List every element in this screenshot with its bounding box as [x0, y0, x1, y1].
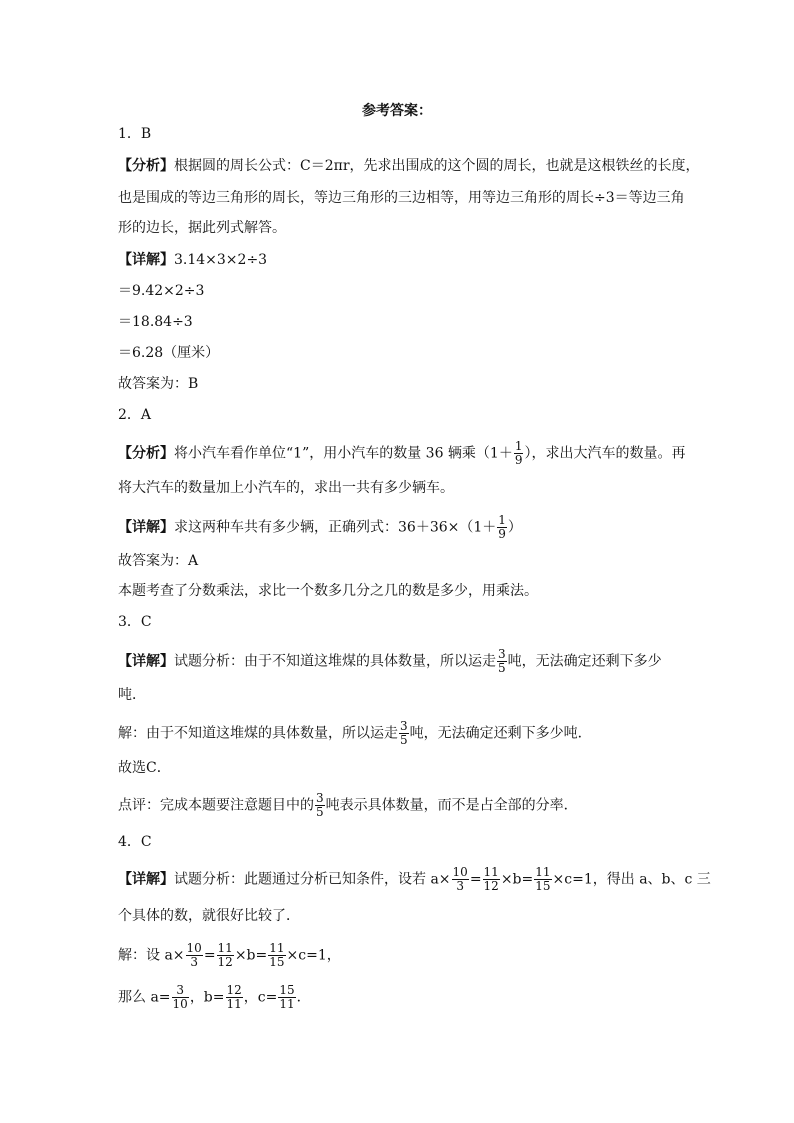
- fraction: $\frac{11}{15}$: [269, 941, 285, 969]
- q1-answer: 故答案为：B: [118, 376, 199, 392]
- fraction: $\frac{11}{12}$: [483, 865, 499, 893]
- fraction: $\frac{15}{11}$: [279, 983, 295, 1011]
- q1-step-3: ＝6.28（厘米）: [118, 345, 220, 361]
- fraction: $\frac{1}{9}$: [498, 513, 506, 541]
- q2-answer: 故答案为：A: [118, 553, 199, 569]
- analysis-text: 根据圆的周长公式：C＝2πr，先求出围成的这个圆的周长，也就是这根铁丝的长度，: [174, 158, 700, 174]
- detail-text: 试题分析：由于不知道这堆煤的具体数量，所以运走: [174, 653, 496, 670]
- q4-detail-line-1: 【详解】试题分析：此题通过分析已知条件，设若 a× $\frac{10}{3}$ = $\frac{11}{12}$ ×b= $\frac{11}{15}$ ×c=1，得出 a、b、c 三: [118, 865, 711, 893]
- analysis-text: ），求出大汽车的数量。再: [524, 445, 686, 462]
- analysis-tag: 【分析】: [118, 445, 174, 462]
- q4-solution: 解：设 a× $\frac{10}{3}$ = $\frac{11}{12}$ ×b= $\frac{11}{15}$ ×c=1，: [118, 941, 341, 969]
- q2-analysis-line-2: 将大汽车的数量加上小汽车的，求出一共有多少辆车。: [118, 480, 454, 496]
- q3-detail-line-2: 吨．: [118, 687, 146, 703]
- analysis-text: 将小汽车看作单位“1”，用小汽车的数量 36 辆乘（1＋: [174, 445, 513, 462]
- q3-detail-line-1: [118, 648, 662, 675]
- detail-text: 求这两种车共有多少辆，正确列式：36＋36×（1＋: [174, 519, 497, 536]
- detail-text: ）: [507, 519, 522, 536]
- fraction: $\frac{1}{9}$: [514, 439, 523, 467]
- fraction: $\frac{3}{5}$: [316, 791, 324, 819]
- analysis-tag: 【分析】: [118, 158, 174, 174]
- fraction: $\frac{10}{3}$: [452, 865, 468, 893]
- detail-text: 吨，无法确定还剩下多少: [507, 653, 662, 670]
- q3-comment: 点评：完成本题要注意题目中的 $\frac{3}{5}$ 吨表示具体数量，而不是占全部的分率．: [118, 791, 578, 819]
- detail-tag: 【详解】: [118, 871, 174, 888]
- q1-analysis-line-2: 也是围成的等边三角形的周长，等边三角形的三边相等，用等边三角形的周长÷3＝等边三角: [118, 190, 685, 206]
- q2-detail-line: [118, 514, 522, 541]
- fraction: $\frac{3}{5}$: [498, 647, 506, 675]
- q1-detail-line: [118, 250, 267, 270]
- q3-choice: 故选C．: [118, 760, 171, 776]
- fraction: $\frac{10}{3}$: [186, 941, 202, 969]
- detail-tag: 【详解】: [118, 653, 174, 670]
- q2-note: 本题考查了分数乘法，求比一个数多几分之几的数是多少，用乘法。: [118, 583, 538, 599]
- detail-tag: 【详解】: [118, 252, 174, 268]
- fraction: $\frac{11}{15}$: [535, 865, 551, 893]
- detail-text: 3.14×3×2÷3: [174, 252, 268, 268]
- fraction: $\frac{3}{10}$: [172, 983, 188, 1011]
- q3-solution: 解：由于不知道这堆煤的具体数量，所以运走 $\frac{3}{5}$ 吨，无法确定还剩下多少吨．: [118, 719, 592, 747]
- q2-analysis-line-1: [118, 440, 685, 467]
- fraction: $\frac{3}{5}$: [400, 719, 408, 747]
- q1-analysis-line-1: [118, 156, 700, 176]
- q3-number: 3．C: [118, 614, 152, 630]
- detail-tag: 【详解】: [118, 519, 174, 536]
- fraction: $\frac{11}{12}$: [217, 941, 233, 969]
- fraction: $\frac{12}{11}$: [226, 983, 242, 1011]
- page-title: 参考答案：: [362, 103, 432, 119]
- q1-analysis-line-3: 形的边长，据此列式解答。: [118, 220, 286, 236]
- q1-step-1: ＝9.42×2÷3: [118, 283, 205, 299]
- q1-number: 1．B: [118, 126, 152, 142]
- q4-number: 4．C: [118, 834, 152, 850]
- q1-step-2: ＝18.84÷3: [118, 314, 193, 330]
- q4-result: 那么 a= $\frac{3}{10}$ ，b= $\frac{12}{11}$ ，c= $\frac{15}{11}$ ．: [118, 983, 311, 1011]
- q4-detail-line-2: 个具体的数，就很好比较了．: [118, 908, 300, 924]
- q2-number: 2．A: [118, 407, 152, 423]
